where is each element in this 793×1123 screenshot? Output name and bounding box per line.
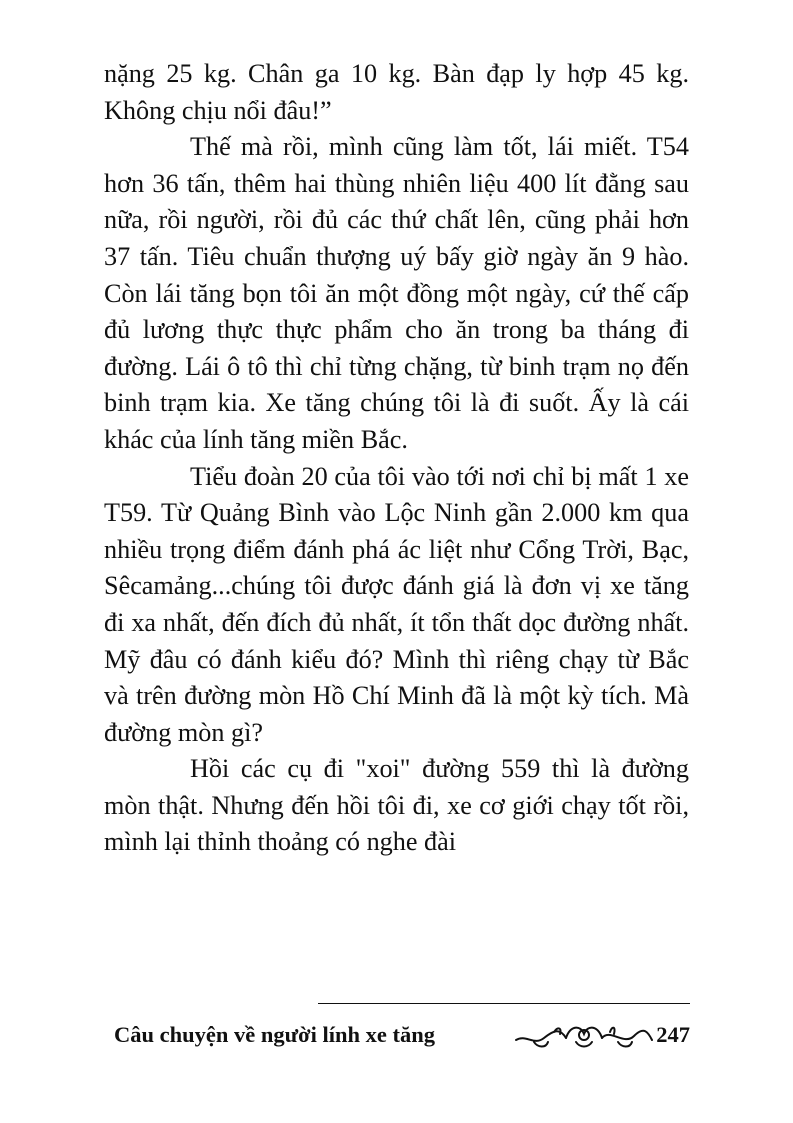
footer-right bbox=[508, 1018, 690, 1052]
page-number: 247 bbox=[656, 1022, 690, 1047]
page-footer bbox=[114, 1017, 690, 1053]
footer-divider bbox=[318, 1003, 690, 1004]
paragraph-2: Thế mà rồi, mình cũng làm tốt, lái miết. T54 hơn 36 tấn, thêm hai thùng nhiên liệu 400 lít đằng sau nữa, rồi người, rồi đủ các thứ chất lên, cũng phải hơn 37 tấn. Tiêu chuẩn thượng uý bấy giờ ngày ăn 9 hào. Còn lái tăng bọn tôi ăn một đồng một ngày, cứ thế cấp đủ lương thực thực phẩm cho ăn trong ba tháng đi đường. Lái ô tô thì chỉ từng chặng, từ binh trạm nọ đến binh trạm kia. Xe tăng chúng tôi là đi suốt. Ấy là cái khác của lính tăng miền Bắc. bbox=[104, 132, 689, 454]
paragraph-3: Tiểu đoàn 20 của tôi vào tới nơi chỉ bị mất 1 xe T59. Từ Quảng Bình vào Lộc Ninh gần 2.000 km qua nhiều trọng điểm đánh phá ác liệt như Cổng Trời, Bạc, Sêcamảng...chúng tôi được đánh giá là đơn vị xe tăng đi xa nhất, đến đích đủ nhất, ít tổn thất dọc đường nhất. Mỹ đâu có đánh kiểu đó? Mình thì riêng chạy từ Bắc và trên đường mòn Hồ Chí Minh đã là một kỳ tích. Mà đường mòn gì? bbox=[104, 461, 689, 747]
footer-book-title: Câu chuyện về người lính xe tăng bbox=[114, 1022, 436, 1047]
paragraph-4: Hồi các cụ đi "xoi" đường 559 thì là đường mòn thật. Nhưng đến hồi tôi đi, xe cơ giới chạy tốt rồi, mình lại thỉnh thoảng có nghe đài bbox=[104, 754, 689, 857]
vine-ornament-icon bbox=[514, 1018, 654, 1052]
paragraph-1: nặng 25 kg. Chân ga 10 kg. Bàn đạp ly hợp 45 kg. Không chịu nổi đâu!” bbox=[104, 59, 689, 125]
page-body-text bbox=[104, 56, 689, 861]
